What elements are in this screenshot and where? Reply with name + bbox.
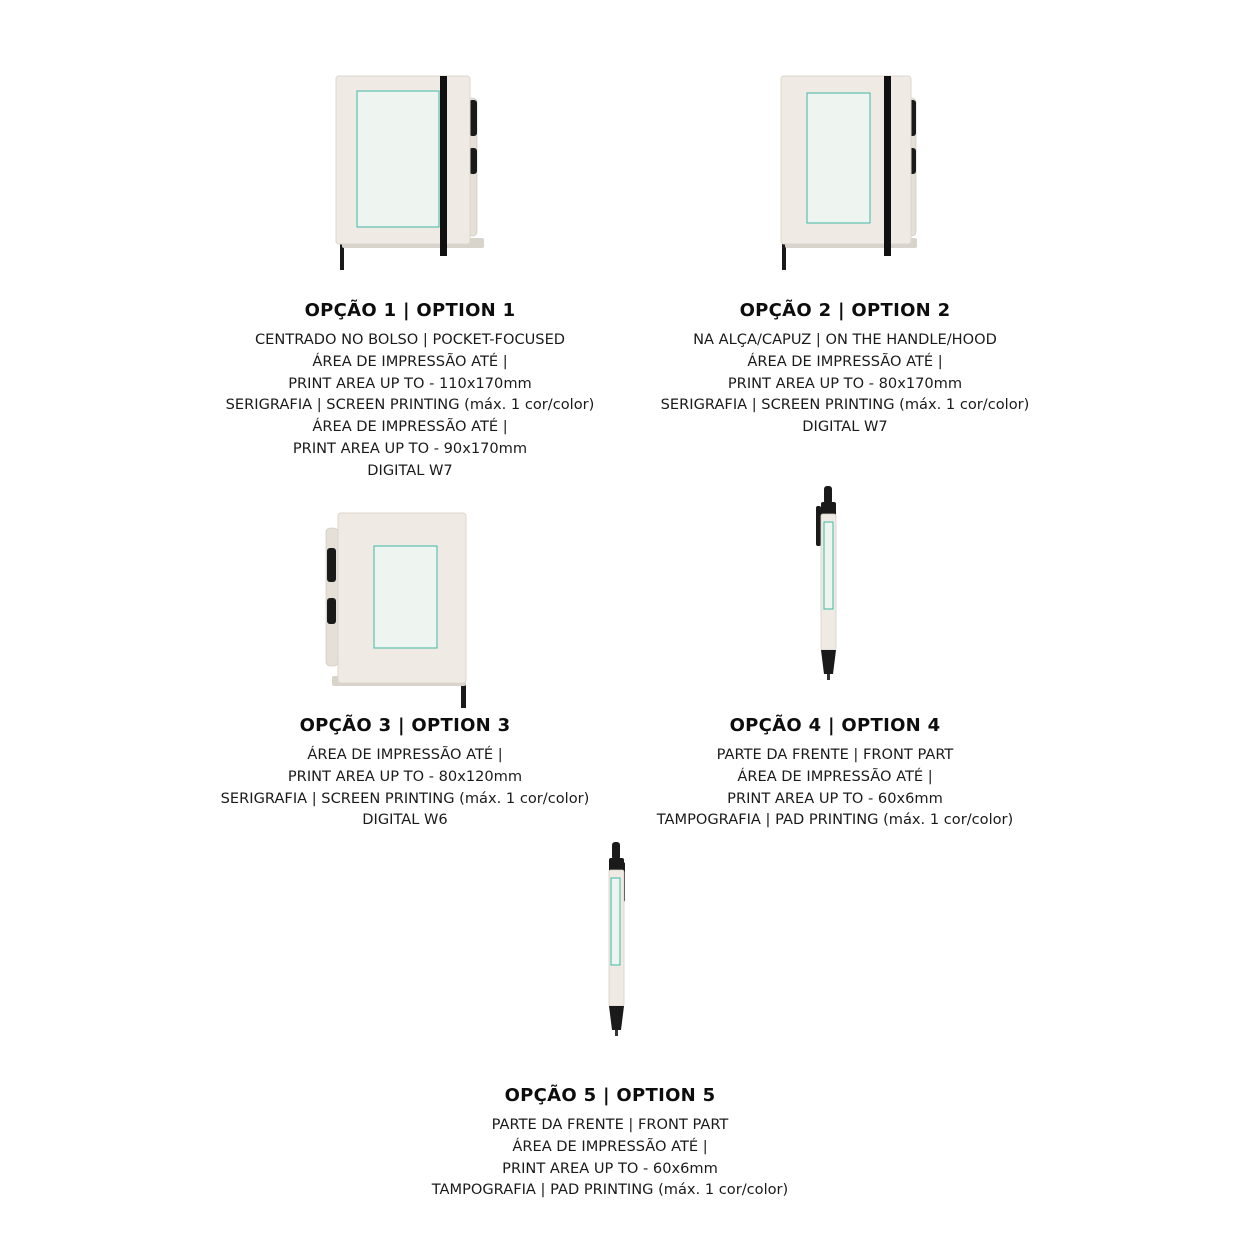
option-3-line: SERIGRAFIA | SCREEN PRINTING (máx. 1 cor/color) [220,789,590,807]
option-2-line: NA ALÇA/CAPUZ | ON THE HANDLE/HOOD [693,331,997,348]
option-3-caption [155,715,655,831]
option-1-line: DIGITAL W7 [367,461,453,479]
option-1-line: ÁREA DE IMPRESSÃO ATÉ | [312,418,508,436]
option-2-line: DIGITAL W7 [802,418,888,436]
notebook-option-2-image [775,70,935,275]
option-5-line: TAMPOGRAFIA | PAD PRINTING (máx. 1 cor/color) [431,1181,789,1199]
option-1-line: CENTRADO NO BOLSO | POCKET-FOCUSED [254,331,566,348]
option-5-title: OPÇÃO 5 | OPTION 5 [504,1085,716,1106]
option-1-title: OPÇÃO 1 | OPTION 1 [304,300,516,321]
option-3-line: PRINT AREA UP TO - 80x120mm [287,767,523,785]
pen-option-4-image [812,484,846,684]
option-2-line: ÁREA DE IMPRESSÃO ATÉ | [747,352,943,370]
option-1-line: SERIGRAFIA | SCREEN PRINTING (máx. 1 cor/color) [225,396,595,414]
option-5-caption [360,1085,860,1201]
print-area-marker [374,546,437,648]
option-5-line: PRINT AREA UP TO - 60x6mm [502,1159,718,1177]
option-1-line: ÁREA DE IMPRESSÃO ATÉ | [312,352,508,370]
option-5-line: PARTE DA FRENTE | FRONT PART [491,1116,729,1133]
print-area-marker [824,522,833,609]
option-2-line: PRINT AREA UP TO - 80x170mm [727,374,963,392]
option-5-line: ÁREA DE IMPRESSÃO ATÉ | [512,1137,708,1155]
option-1-caption [160,300,660,482]
option-4-line: PRINT AREA UP TO - 60x6mm [727,789,943,807]
notebook-option-3-image [318,508,478,713]
option-4-line: TAMPOGRAFIA | PAD PRINTING (máx. 1 cor/color) [656,811,1014,829]
option-2-title: OPÇÃO 2 | OPTION 2 [739,300,951,321]
option-1-line: PRINT AREA UP TO - 110x170mm [288,374,532,392]
option-2-caption [595,300,1095,438]
notebook-option-1-image [330,70,490,275]
print-area-marker [611,878,620,965]
option-4-line: PARTE DA FRENTE | FRONT PART [716,746,954,763]
option-3-title: OPÇÃO 3 | OPTION 3 [299,715,511,736]
option-4-line: ÁREA DE IMPRESSÃO ATÉ | [737,767,933,785]
option-1-line: PRINT AREA UP TO - 90x170mm [292,439,528,457]
print-area-marker [807,93,870,223]
pen-option-5-image [600,840,634,1040]
option-4-caption [585,715,1085,831]
option-4-title: OPÇÃO 4 | OPTION 4 [729,715,941,736]
option-3-line: ÁREA DE IMPRESSÃO ATÉ | [307,746,503,763]
option-3-line: DIGITAL W6 [362,811,448,829]
print-area-marker [357,91,439,227]
option-2-line: SERIGRAFIA | SCREEN PRINTING (máx. 1 cor/color) [660,396,1030,414]
